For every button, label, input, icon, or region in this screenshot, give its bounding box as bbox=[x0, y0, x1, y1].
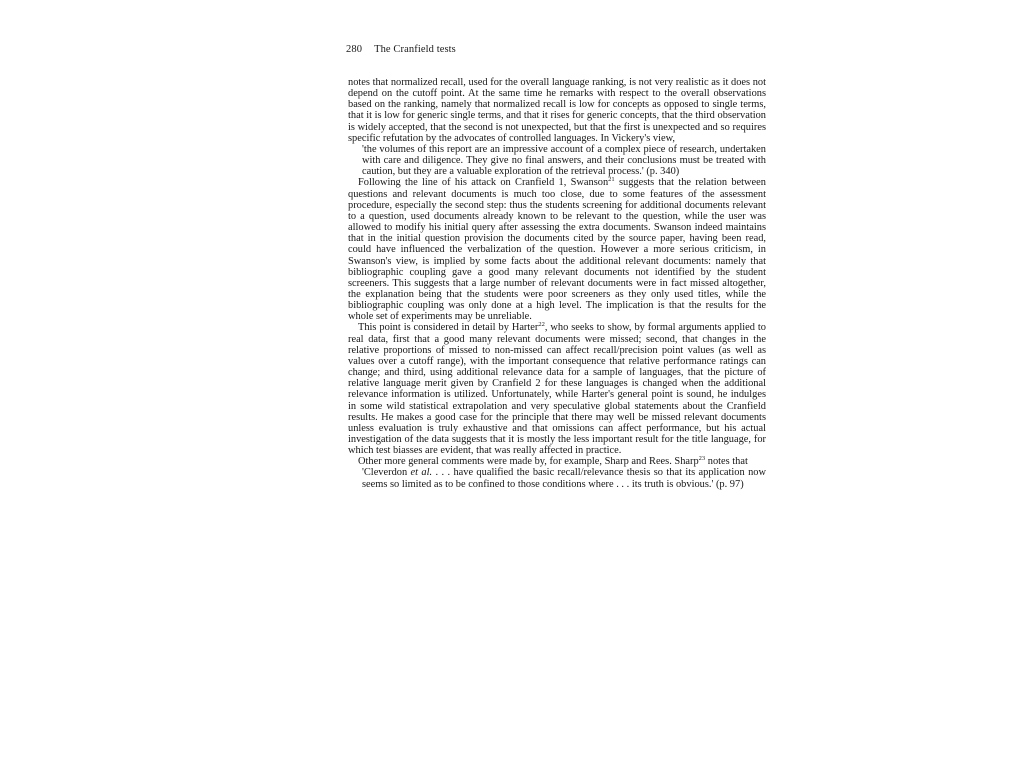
body-text bbox=[348, 77, 766, 490]
running-head bbox=[346, 44, 456, 55]
paragraph-sharp-rees-text-a: Other more general comments were made by, for example, Sharp and Rees. Sharp bbox=[358, 456, 699, 468]
paragraph-1: notes that normalized recall, used for the overall language ranking, is not very realistic as it does not depend on the cutoff point. At the same time he remarks with respect to the overall observations based on the ranking, namely that normalized recall is low for concepts as opposed to single terms, that it is low for generic single terms, and that it rises for generic concepts, that the third observation is widely accepted, that the second is not unexpected, but that the first is unexpected and so requires specific refutation by the advocates of controlled languages. In Vickery's view, bbox=[348, 77, 766, 144]
block-quote-sharp-emphasis: et al. bbox=[410, 467, 433, 479]
paragraph-swanson-text-b: suggests that the relation between questions and relevant documents is much too close, due to some features of the assessment procedure, especially the second step: thus the students screening for additional documents relevant to a question, used documents already known to be relevant to the question, while the user was allowed to modify his initial query after assessing the extra documents. Swanson indeed maintains that in the initial question provision the documents cited by the source paper, having been read, could have influenced the verbalization of the question. However a more serious criticism, in Swanson's view, is implied by some facts about the additional relevant documents: namely that bibliographic coupling gave a good many relevant documents not identified by the student screeners. This suggests that a large number of relevant documents were in fact missed altogether, the explanation being that the students were poor screeners as they only used titles, while the bibliographic coupling was only done at a high level. The implication is that the results for the whole set of experiments may be unreliable. bbox=[348, 177, 766, 323]
footnote-ref-23: 23 bbox=[698, 455, 706, 463]
footnote-ref-21: 21 bbox=[608, 176, 615, 184]
block-quote-sharp-text-a: 'Cleverdon bbox=[362, 467, 411, 479]
paragraph-sharp-rees-text-b: notes that bbox=[705, 456, 748, 468]
block-quote-vickery: 'the volumes of this report are an impressive account of a complex piece of research, undertaken with care and diligence. They give no final answers, and their conclusions must be treated with caution, but they are a valuable exploration of the retrieval process.' (p. 340) bbox=[362, 143, 766, 178]
paragraph-harter-text-b: , who seeks to show, by formal arguments applied to real data, first that a good many relevant documents were missed; second, that changes in the relative proportions of missed to non-missed can affect recall/precision point values (as well as values over a cutoff range), with the important consequence that relative performance ratings can change; and third, using additional relevance data for a sample of languages, that the picture of relative language merit given by Cranfield 2 for these languages is changed when the additional relevance information is utilized. Unfortunately, while Harter's general point is sound, he indulges in some wild statistical extrapolation and very speculative global statements about the Cranfield results. He makes a good case for the principle that there may well be missed relevant documents unless evaluation is truly exhaustive and that omissions can affect performance, but his actual investigation of the data suggests that it is mostly the less important result for the title language, for which test biasses are evident, that was really affected in practice. bbox=[348, 322, 766, 457]
paragraph-sharp-rees bbox=[348, 456, 766, 467]
book-page bbox=[340, 40, 772, 760]
block-quote-sharp-text-b: . . . have qualified the basic recall/relevance thesis so that its application now seems so limited as to be confined to those conditions where . . . its truth is obvious.' (p. 97) bbox=[362, 467, 766, 490]
block-quote-sharp bbox=[362, 467, 766, 489]
paragraph-swanson bbox=[348, 177, 766, 322]
paragraph-harter bbox=[348, 322, 766, 456]
paragraph-harter-text-a: This point is considered in detail by Harter bbox=[358, 322, 539, 334]
footnote-ref-22: 22 bbox=[538, 321, 545, 329]
paragraph-swanson-text-a: Following the line of his attack on Cranfield 1, Swanson bbox=[358, 177, 609, 189]
running-title: The Cranfield tests bbox=[374, 44, 456, 55]
page-number: 280 bbox=[346, 44, 363, 55]
